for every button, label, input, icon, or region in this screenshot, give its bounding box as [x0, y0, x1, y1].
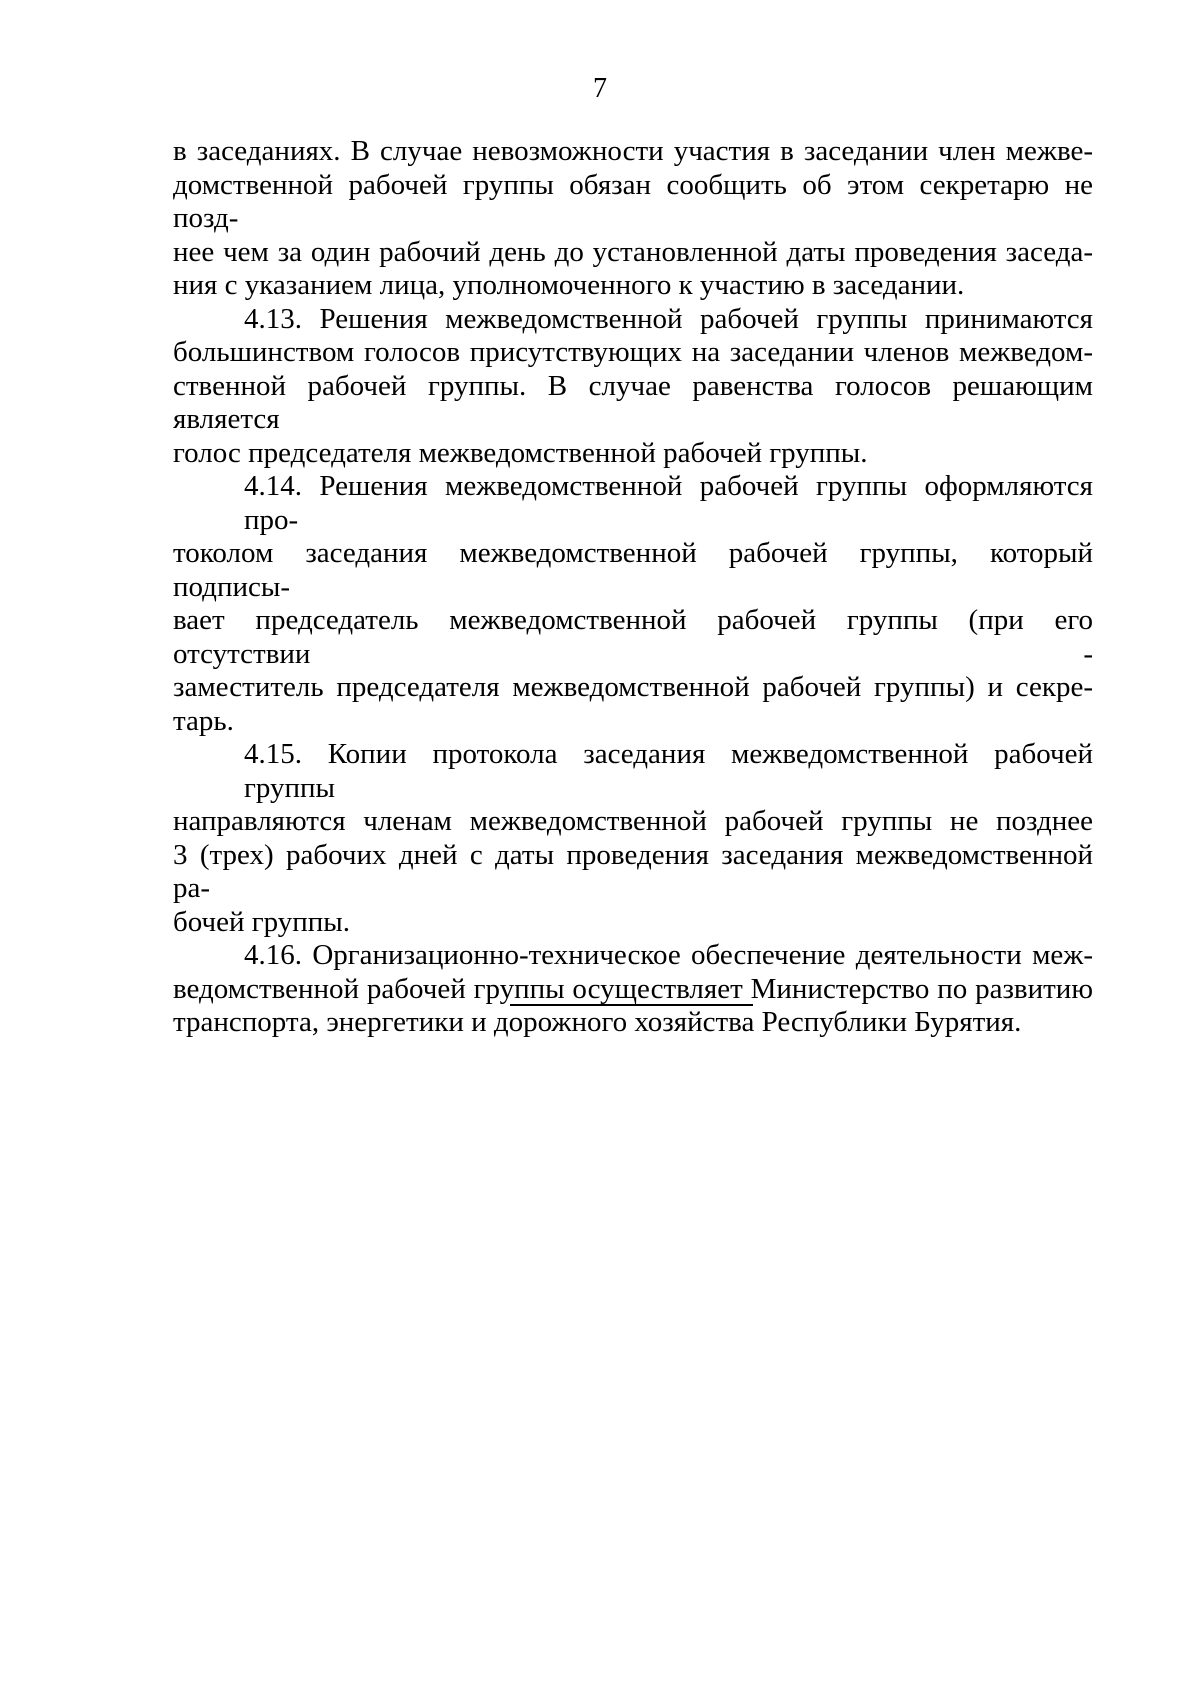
text-line: нее чем за один рабочий день до установленной даты проведения заседа-	[173, 235, 1093, 268]
text-line: заместитель председателя межведомственной рабочей группы) и секре-	[173, 671, 1093, 703]
text-line: токолом заседания межведомственной рабочей группы, который подписы-	[173, 537, 1093, 603]
page-number: 7	[593, 73, 607, 104]
text-line: 4.14. Решения межведомственной рабочей группы оформляются про-	[244, 470, 1093, 536]
document-body	[173, 135, 1093, 1040]
text-line: 4.15. Копии протокола заседания межведомственной рабочей группы	[244, 738, 1093, 804]
text-line: направляются членам межведомственной рабочей группы не позднее	[173, 805, 1093, 837]
text-line: домственной рабочей группы обязан сообщить об этом секретарю не позд-	[173, 168, 1093, 234]
paragraph-4-14	[173, 470, 1093, 738]
text-line: 3 (трех) рабочих дней с даты проведения заседания межведомственной ра-	[173, 838, 1093, 904]
text-line: в заседаниях. В случае невозможности участия в заседании член межве-	[173, 135, 1093, 167]
text-line: транспорта, энергетики и дорожного хозяйства Республики Бурятия.	[173, 1006, 1022, 1038]
text-line: ния с указанием лица, уполномоченного к участию в заседании.	[173, 269, 965, 301]
paragraph-continuation	[173, 135, 1093, 303]
paragraph-4-16	[173, 939, 1093, 1040]
text-line: тарь.	[173, 704, 234, 737]
paragraph-4-15	[173, 738, 1093, 939]
text-line: ственной рабочей группы. В случае равенства голосов решающим является	[173, 369, 1093, 435]
text-line: большинством голосов присутствующих на заседании членов межведом-	[173, 336, 1093, 368]
text-line: 4.13. Решения межведомственной рабочей группы принимаются	[244, 302, 1093, 335]
text-line: ведомственной рабочей группы осуществляет Министерство по развитию	[173, 972, 1093, 1005]
text-line: 4.16. Организационно-техническое обеспечение деятельности меж-	[244, 939, 1093, 971]
text-line: вает председатель межведомственной рабочей группы (при его отсутствии -	[173, 604, 1093, 670]
text-line: голос председателя межведомственной рабочей группы.	[173, 436, 868, 469]
text-line: бочей группы.	[173, 905, 351, 938]
paragraph-4-13	[173, 303, 1093, 471]
closing-divider-line	[510, 1004, 753, 1006]
